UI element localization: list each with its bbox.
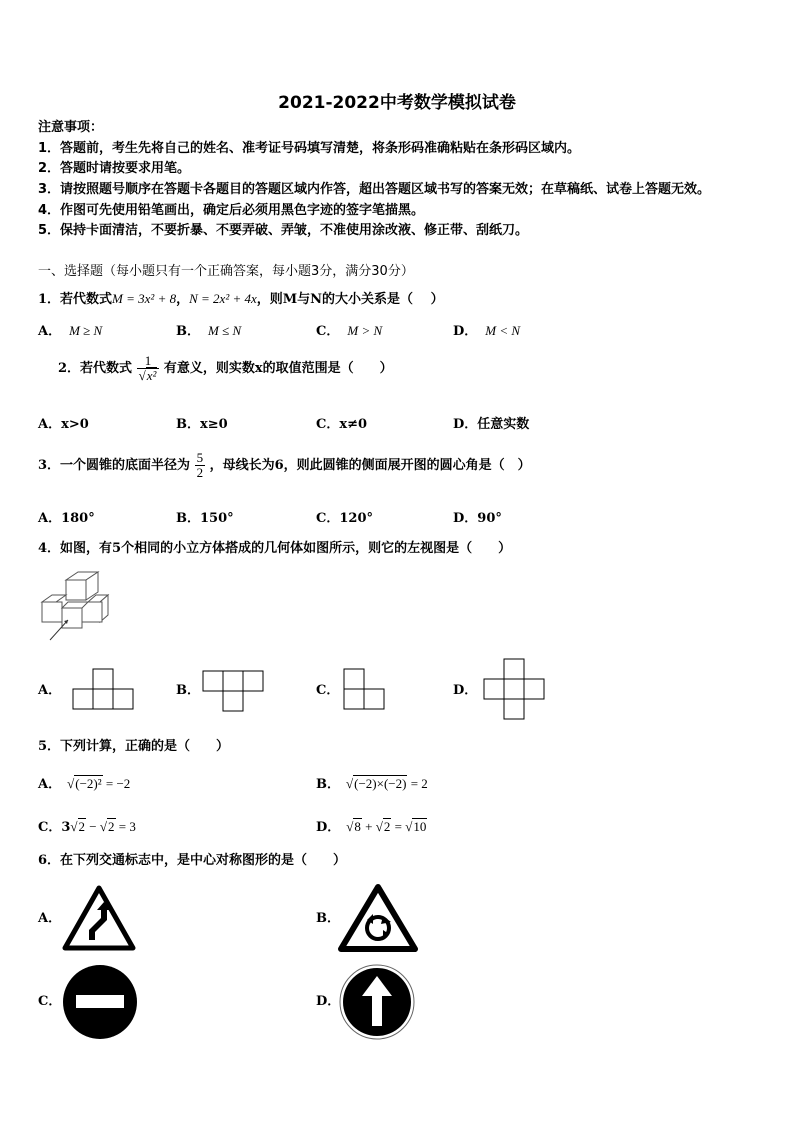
q5-option-a[interactable]: A． √(−2)² = −2 — [38, 776, 131, 792]
q6-label-d[interactable]: D． — [316, 994, 341, 1009]
q6-label-a[interactable]: A． — [38, 911, 62, 926]
question-4: 4．如图，有5个相同的小立方体搭成的几何体如图所示，则它的左视图是（ ） — [38, 541, 512, 556]
q5-option-d[interactable]: D． √8 + √2 = √10 — [316, 819, 427, 835]
q5-option-b[interactable]: B． √(−2)×(−2) = 2 — [316, 776, 428, 792]
q1-option-a[interactable]: A． M ≥ N — [38, 323, 103, 339]
question-6: 6．在下列交通标志中，是中心对称图形的是（ ） — [38, 853, 347, 868]
q3-stem-prefix: 3．一个圆锥的底面半径为 — [38, 458, 191, 473]
sign-straight-ahead-icon[interactable] — [338, 964, 416, 1040]
q2-option-d[interactable]: D．任意实数 — [453, 417, 530, 432]
view-arrow — [50, 620, 68, 640]
note-item-2: 2．答题时请按要求用笔。 — [38, 161, 191, 176]
sign-roundabout-icon[interactable] — [339, 884, 417, 952]
question-5: 5．下列计算，正确的是（ ） — [38, 739, 230, 754]
page-title: 2021-2022中考数学模拟试卷 — [278, 93, 516, 113]
note-item-5: 5．保持卡面清洁，不要折暴、不要弄破、弄皱，不准使用涂改液、修正带、刮纸刀。 — [38, 223, 529, 238]
q1-sep: ， — [176, 292, 190, 307]
q1-option-d[interactable]: D． M < N — [453, 323, 521, 339]
q1-stem-prefix: 1．若代数式 — [38, 292, 113, 307]
q5-option-c[interactable]: C．3√2 − √2 = 3 — [38, 819, 136, 835]
q2-option-a[interactable]: A．x>0 — [38, 417, 89, 432]
q4-label-b[interactable]: B． — [176, 683, 200, 698]
q1-n-expr: N = 2x² + 4x — [189, 291, 257, 306]
q2-fraction: $\frac{1}{\text{√x²}}$ — [137, 354, 160, 383]
q3-stem-suffix: ，母线长为6，则此圆锥的侧面展开图的圆心角是（ ） — [209, 458, 531, 473]
q1-option-c[interactable]: C． M > N — [316, 323, 383, 339]
note-item-4: 4．作图可先使用铅笔画出，确定后必须用黑色字迹的签字笔描黑。 — [38, 203, 425, 218]
q2-option-c[interactable]: C．x≠0 — [316, 417, 368, 432]
sign-no-entry-icon[interactable] — [62, 964, 138, 1040]
q3-option-d[interactable]: D．90° — [453, 511, 502, 526]
question-1 — [38, 290, 444, 309]
question-2 — [58, 354, 393, 383]
question-3 — [38, 451, 531, 480]
q2-option-b[interactable]: B．x≥0 — [176, 417, 228, 432]
q1-stem-suffix: ，则M与N的大小关系是（ ） — [256, 292, 444, 307]
q3-fraction: $\frac{5}{2}$ — [196, 450, 204, 480]
q4-option-c-figure[interactable] — [344, 668, 384, 710]
sign-double-bend-icon[interactable] — [63, 884, 135, 952]
note-item-1: 1．答题前，考生先将自己的姓名、准考证号码填写清楚，将条形码准确粘贴在条形码区域内。 — [38, 141, 581, 156]
q2-stem-prefix: 2．若代数式 — [58, 361, 133, 376]
q4-label-c[interactable]: C． — [316, 683, 340, 698]
notes-heading: 注意事项： — [38, 120, 104, 135]
cube-figure — [38, 570, 113, 645]
q4-label-d[interactable]: D． — [453, 683, 478, 698]
note-item-3: 3．请按照题号顺序在答题卡各题目的答题区域内作答，超出答题区域书写的答案无效；在草稿纸、试卷上答题无效。 — [38, 182, 711, 197]
q3-option-c[interactable]: C．120° — [316, 511, 373, 526]
q6-label-b[interactable]: B． — [316, 911, 340, 926]
q4-option-a-figure[interactable] — [73, 668, 133, 710]
q4-option-b-figure[interactable] — [203, 670, 263, 712]
q4-option-d-figure[interactable] — [484, 658, 544, 720]
section-heading: 一、选择题（每小题只有一个正确答案，每小题3分，满分30分） — [38, 264, 414, 279]
q3-option-a[interactable]: A．180° — [38, 511, 95, 526]
q4-label-a[interactable]: A． — [38, 683, 62, 698]
q2-stem-suffix: 有意义，则实数x的取值范围是（ ） — [163, 361, 393, 376]
q1-option-b[interactable]: B． M ≤ N — [176, 323, 242, 339]
q6-label-c[interactable]: C． — [38, 994, 62, 1009]
q3-option-b[interactable]: B．150° — [176, 511, 234, 526]
q1-m-expr: M = 3x² + 8 — [112, 291, 177, 306]
